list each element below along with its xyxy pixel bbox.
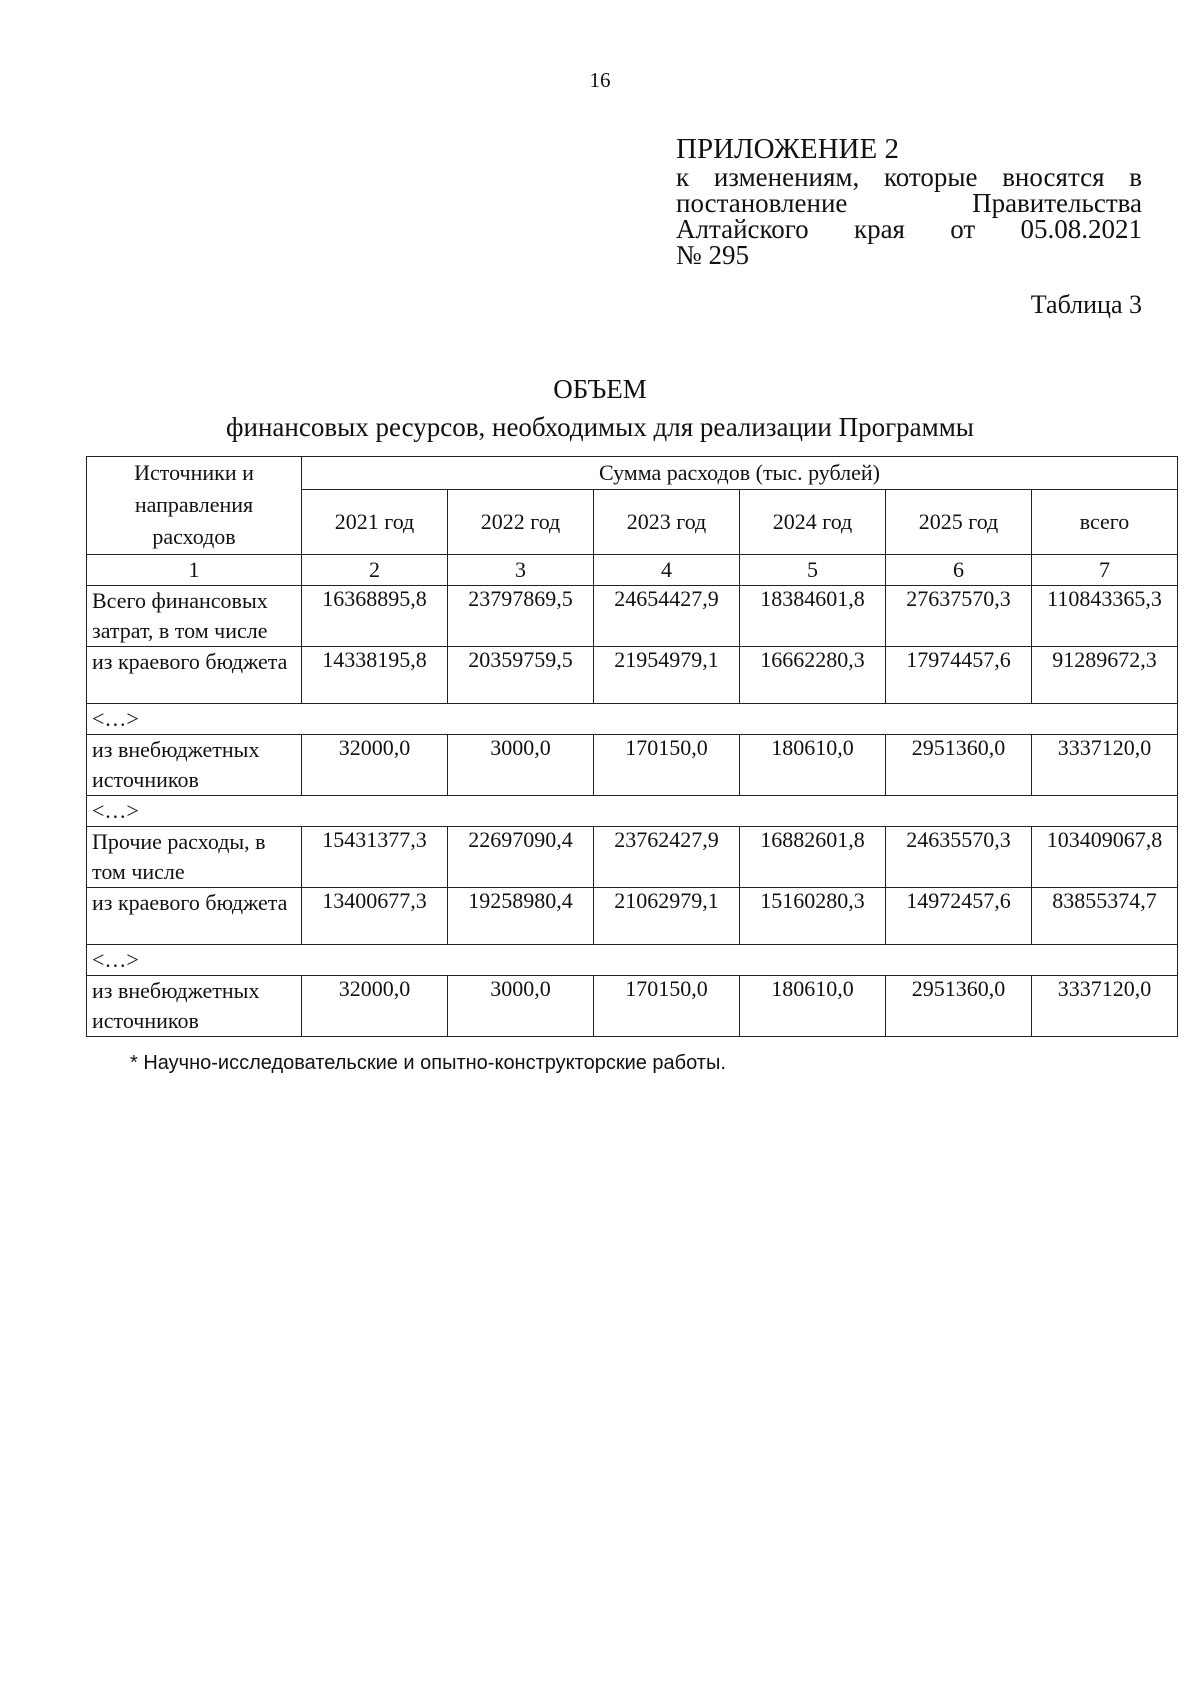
heading-sub: финансовых ресурсов, необходимых для реализации Программы xyxy=(226,412,974,442)
row-value: 91289672,3 xyxy=(1032,647,1178,704)
column-number: 3 xyxy=(448,555,594,586)
row-value: 19258980,4 xyxy=(448,888,594,945)
row-value: 180610,0 xyxy=(740,735,886,796)
appendix-word: 05.08.2021 xyxy=(1020,214,1142,244)
column-number: 7 xyxy=(1032,555,1178,586)
row-label: из внебюджетных источников xyxy=(87,976,302,1037)
table-row xyxy=(87,827,1178,888)
table-row xyxy=(87,888,1178,945)
header-sum: Сумма расходов (тыс. рублей) xyxy=(302,457,1178,490)
header-year: всего xyxy=(1032,490,1178,555)
table-ellipsis-row xyxy=(87,796,1178,827)
column-number: 5 xyxy=(740,555,886,586)
row-value: 32000,0 xyxy=(302,735,448,796)
row-value: 32000,0 xyxy=(302,976,448,1037)
header-source: Источники и направления расходов xyxy=(87,457,302,555)
row-label: из краевого бюджета xyxy=(87,647,302,704)
page-number: 16 xyxy=(589,68,611,92)
row-value: 16368895,8 xyxy=(302,586,448,647)
row-value: 170150,0 xyxy=(594,735,740,796)
row-value: 110843365,3 xyxy=(1032,586,1178,647)
row-value: 3000,0 xyxy=(448,735,594,796)
row-value: 27637570,3 xyxy=(886,586,1032,647)
header-year: 2024 год xyxy=(740,490,886,555)
row-value: 3000,0 xyxy=(448,976,594,1037)
table-ellipsis-row xyxy=(87,945,1178,976)
row-value: 24635570,3 xyxy=(886,827,1032,888)
row-value: 3337120,0 xyxy=(1032,976,1178,1037)
header-year: 2025 год xyxy=(886,490,1032,555)
appendix-block xyxy=(676,134,1142,268)
ellipsis-cell: <…> xyxy=(87,796,1178,827)
row-value: 21062979,1 xyxy=(594,888,740,945)
header-year: 2023 год xyxy=(594,490,740,555)
row-value: 24654427,9 xyxy=(594,586,740,647)
row-value: 14338195,8 xyxy=(302,647,448,704)
row-value: 21954979,1 xyxy=(594,647,740,704)
row-value: 16662280,3 xyxy=(740,647,886,704)
appendix-title: ПРИЛОЖЕНИЕ 2 xyxy=(676,133,899,165)
ellipsis-cell: <…> xyxy=(87,945,1178,976)
ellipsis-cell: <…> xyxy=(87,704,1178,735)
table-row xyxy=(87,647,1178,704)
row-value: 23762427,9 xyxy=(594,827,740,888)
row-value: 3337120,0 xyxy=(1032,735,1178,796)
appendix-lines xyxy=(676,164,1142,268)
appendix-line xyxy=(676,164,1142,190)
column-number: 4 xyxy=(594,555,740,586)
header-year: 2022 год xyxy=(448,490,594,555)
header-year: 2021 год xyxy=(302,490,448,555)
appendix-word: постановление xyxy=(676,188,848,218)
table-column-numbers-row xyxy=(87,555,1178,586)
appendix-line xyxy=(676,216,1142,242)
table-header-row xyxy=(87,457,1178,490)
row-value: 83855374,7 xyxy=(1032,888,1178,945)
row-value: 2951360,0 xyxy=(886,735,1032,796)
appendix-word: от xyxy=(950,214,976,244)
table-label: Таблица 3 xyxy=(1030,290,1142,319)
row-label: из внебюджетных источников xyxy=(87,735,302,796)
footnote: * Научно-исследовательские и опытно-конструкторские работы. xyxy=(130,1052,726,1074)
appendix-line xyxy=(676,242,1142,268)
appendix-word: которые xyxy=(883,162,978,192)
row-value: 20359759,5 xyxy=(448,647,594,704)
appendix-word: изменениям, xyxy=(713,162,860,192)
row-value: 170150,0 xyxy=(594,976,740,1037)
row-value: 103409067,8 xyxy=(1032,827,1178,888)
appendix-word: вносятся xyxy=(1002,162,1105,192)
appendix-word: в xyxy=(1129,162,1142,192)
table-row xyxy=(87,735,1178,796)
column-number: 2 xyxy=(302,555,448,586)
row-value: 17974457,6 xyxy=(886,647,1032,704)
table-row xyxy=(87,586,1178,647)
table-row xyxy=(87,976,1178,1037)
table-ellipsis-row xyxy=(87,704,1178,735)
row-label: из краевого бюджета xyxy=(87,888,302,945)
row-value: 13400677,3 xyxy=(302,888,448,945)
appendix-word: Алтайского xyxy=(676,214,809,244)
appendix-line xyxy=(676,190,1142,216)
appendix-word: края xyxy=(853,214,905,244)
row-value: 16882601,8 xyxy=(740,827,886,888)
row-value: 18384601,8 xyxy=(740,586,886,647)
row-value: 14972457,6 xyxy=(886,888,1032,945)
column-number: 6 xyxy=(886,555,1032,586)
row-label: Прочие расходы, в том числе xyxy=(87,827,302,888)
row-value: 180610,0 xyxy=(740,976,886,1037)
row-label: Всего финансовых затрат, в том числе xyxy=(87,586,302,647)
heading-main: ОБЪЕМ xyxy=(553,374,647,404)
row-value: 15431377,3 xyxy=(302,827,448,888)
row-value: 22697090,4 xyxy=(448,827,594,888)
appendix-word: к xyxy=(676,162,690,192)
appendix-word: № 295 xyxy=(676,240,750,270)
row-value: 2951360,0 xyxy=(886,976,1032,1037)
row-value: 23797869,5 xyxy=(448,586,594,647)
column-number: 1 xyxy=(87,555,302,586)
appendix-word: Правительства xyxy=(972,188,1142,218)
financial-table xyxy=(86,456,1178,1037)
row-value: 15160280,3 xyxy=(740,888,886,945)
